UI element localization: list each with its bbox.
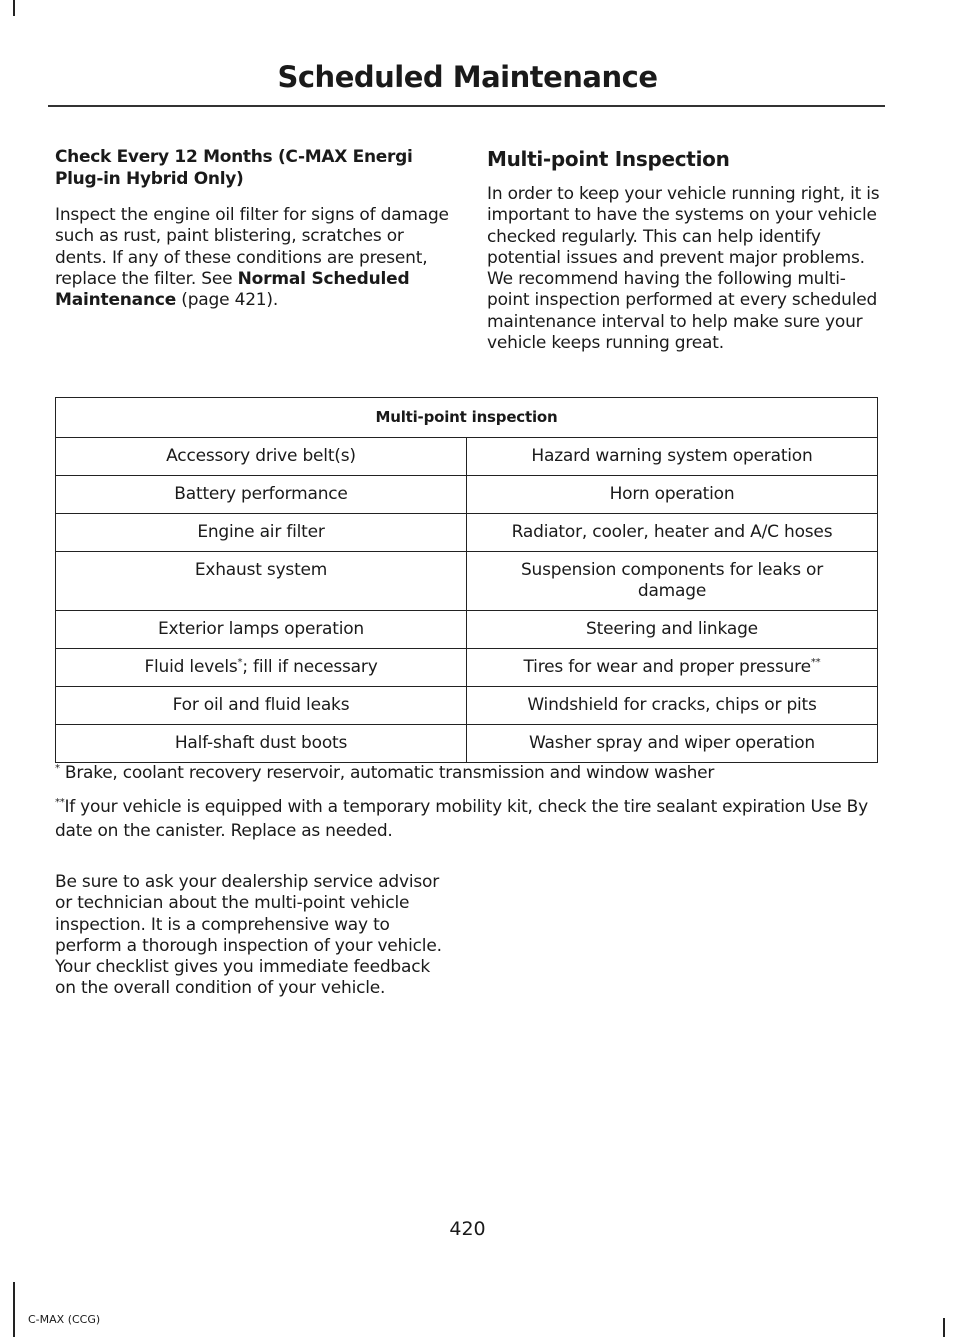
right-column (487, 146, 882, 354)
cell-text: Tires for wear and proper pressure (523, 657, 811, 677)
table-cell: Radiator, cooler, heater and A/C hoses (467, 514, 878, 552)
footnote-marker: * (237, 657, 243, 668)
multi-point-inspection-table (55, 397, 878, 763)
table-row (56, 687, 878, 725)
section-heading-multi-point: Multi-point Inspection (487, 147, 730, 171)
footnote-single-asterisk (55, 761, 885, 785)
table-title: Multi-point inspection (56, 398, 878, 438)
table-header-row (56, 398, 878, 438)
table-cell: Steering and linkage (467, 611, 878, 649)
table-row (56, 649, 878, 687)
table-row (56, 725, 878, 763)
crop-mark-bottom-right-vertical (943, 1318, 945, 1337)
crop-mark-bottom-left-vertical (13, 1282, 15, 1337)
cross-reference-link[interactable]: Normal Scheduled Maintenance (55, 268, 410, 311)
footnote-marker: ** (55, 797, 65, 808)
model-code: C-MAX (CCG) (28, 1313, 101, 1326)
table-cell: Hazard warning system operation (467, 438, 878, 476)
table-cell: Accessory drive belt(s) (56, 438, 467, 476)
oil-filter-paragraph (55, 205, 450, 311)
footnote-double-asterisk (55, 795, 885, 843)
footnote-text: If your vehicle is equipped with a temporary mobility kit, check the tire sealant expiration Use By date on the canister. Replace as needed. (55, 797, 868, 841)
table-cell: Exterior lamps operation (56, 611, 467, 649)
oil-filter-text: Inspect the engine oil filter for signs of damage such as rust, paint blistering, scratches or dents. If any of these conditions are present, replace the filter. See (55, 205, 449, 289)
header-divider (48, 105, 885, 107)
table-cell (56, 649, 467, 687)
table-cell (467, 649, 878, 687)
table-row (56, 552, 878, 611)
table-cell: Battery performance (56, 476, 467, 514)
section-heading-12-months: Check Every 12 Months (C-MAX Energi Plug-in Hybrid Only) (55, 147, 413, 189)
table-row (56, 611, 878, 649)
table-cell: Washer spray and wiper operation (467, 725, 878, 763)
page-header-title: Scheduled Maintenance (277, 60, 658, 94)
footnote-marker: * (55, 763, 60, 774)
table-row (56, 438, 878, 476)
crop-mark-top-left-vertical (13, 0, 15, 16)
footnote-text: Brake, coolant recovery reservoir, automatic transmission and window washer (59, 763, 715, 783)
table-cell: Horn operation (467, 476, 878, 514)
closing-paragraph: Be sure to ask your dealership service advisor or technician about the multi-point vehicle inspection. It is a comprehensive way to perform a thorough inspection of your vehicle. Your checklist gives you immediate feedback on the overall condition of your vehicle. (55, 872, 442, 999)
table-cell: Windshield for cracks, chips or pits (467, 687, 878, 725)
page-number: 420 (449, 1218, 486, 1240)
table-row (56, 514, 878, 552)
footnote-marker: ** (810, 657, 821, 668)
cell-text: ; fill if necessary (242, 657, 378, 677)
cross-reference-page: (page 421). (181, 290, 279, 311)
table-row (56, 476, 878, 514)
cell-text: Fluid levels (144, 657, 238, 677)
table-cell: Exhaust system (56, 552, 467, 611)
table-cell: Half-shaft dust boots (56, 725, 467, 763)
multi-point-intro: In order to keep your vehicle running right, it is important to have the systems on your vehicle checked regularly. This can help identify potential issues and prevent major problems. We recommend having the following multi-point inspection performed at every scheduled maintenance interval to help make sure your vehicle keeps running great. (487, 184, 880, 354)
table-cell: For oil and fluid leaks (56, 687, 467, 725)
left-column (55, 146, 450, 311)
table-cell: Suspension components for leaks or damage (467, 552, 878, 611)
table-cell: Engine air filter (56, 514, 467, 552)
